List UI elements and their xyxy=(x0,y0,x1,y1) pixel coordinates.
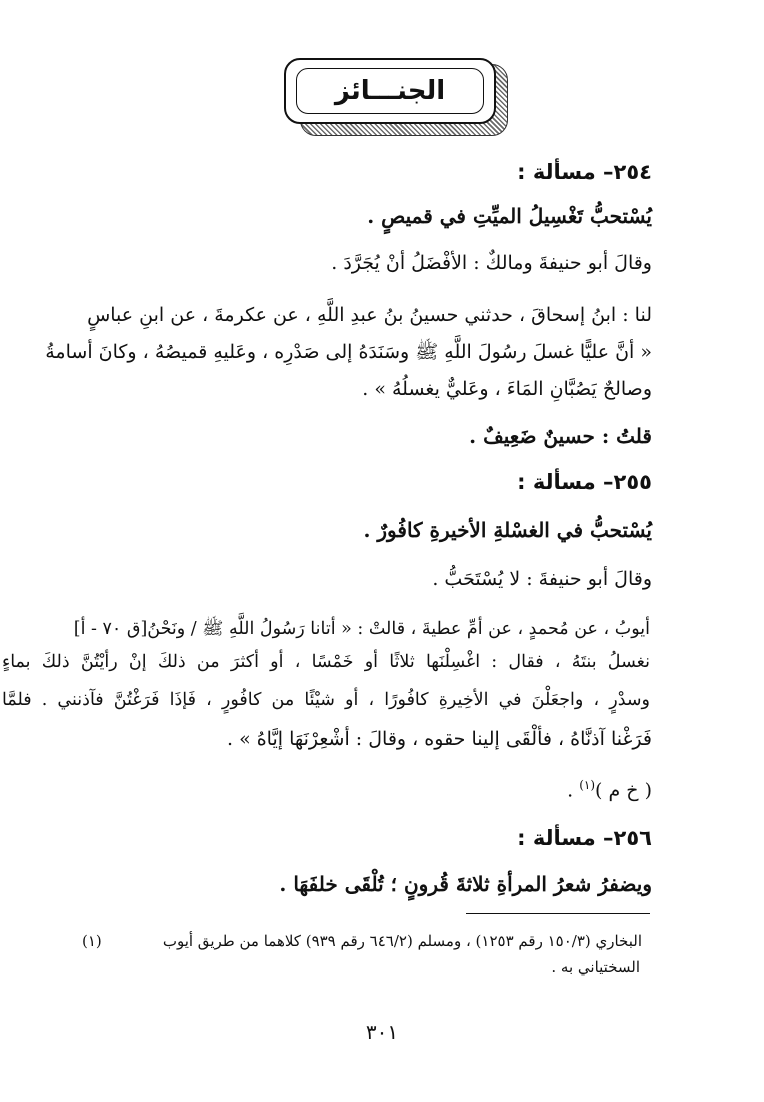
issue-254-opinion: وقالَ أبو حنيفةَ ومالكٌ : الأفْضَلُ أنْ يُجَرَّدَ . xyxy=(331,252,652,274)
footnote-reference: (١) xyxy=(579,778,596,792)
footnote-number: (١) xyxy=(82,932,102,950)
issue-255-heading: ٢٥٥– مسألة : xyxy=(517,470,652,494)
issue-255-source: ( خ م )$^{(١)}$ . xyxy=(567,778,652,802)
source-abbreviation: ( خ م ) xyxy=(595,779,652,802)
issue-255-evidence-line-1 xyxy=(2,617,650,643)
issue-255-evidence-line-2: نغسلُ بنتَهُ ، فقال : اغْسِلْنَها ثلاثًا أو خَمْسًا ، أو أكثرَ من ذلكَ إنْ رأيْتُنَّ ذلكَ بماءٍ xyxy=(2,652,650,672)
issue-255-ruling: يُسْتحبُّ في الغسْلةِ الأخيرةِ كافُورٌ . xyxy=(363,518,652,542)
issue-254-ruling: يُسْتحبُّ تَغْسِيلُ الميِّتِ في قميصٍ . xyxy=(367,204,652,228)
issue-254-evidence-line-3: وصالحٌ يَصُبَّانِ المَاءَ ، وعَليٌّ يغسلُهُ » . xyxy=(362,378,652,400)
manuscript-folio-marker: [ق ٧٠ - أ] xyxy=(73,619,148,639)
issue-255-evidence-line-3: وسدْرٍ ، واجعَلْنَ في الأخِيرةِ كافُورًا ، أو شيْئًا من كافُورٍ ، فَإذَا فَرَغْتُنَّ فآذنني . فلمَّا xyxy=(2,690,650,710)
chapter-title-frame xyxy=(284,58,496,124)
issue-255-evidence-line-4: فَرَغْنا آذنَّاهُ ، فألْقَى إلينا حقوه ، وقالَ : أشْعِرْنَهَا إيَّاهُ » . xyxy=(226,728,652,750)
issue-256-heading: ٢٥٦– مسألة : xyxy=(517,826,652,850)
issue-254-evidence-line-1: لنا : ابنُ إسحاقَ ، حدثني حسينُ بنُ عبدِ اللَّهِ ، عن عكرمةَ ، عن ابنِ عباسٍ xyxy=(87,304,652,326)
issue-254-heading: ٢٥٤– مسألة : xyxy=(517,160,652,184)
footnote-separator xyxy=(466,913,650,914)
issue-255-hadith-start: أيوبُ ، عن مُحمدٍ ، عن أمِّ عطيةَ ، قالتْ : « أتانا رَسُولُ اللَّهِ ﷺ / ونَحْنُ xyxy=(147,619,650,639)
footnote-line-1: البخاري (١٥٠/٣ رقم ١٢٥٣) ، ومسلم (٦٤٦/٢ رقم ٩٣٩) كلاهما من طريق أيوب xyxy=(162,932,642,950)
issue-254-comment: قلتُ : حسينٌ ضَعِيفٌ . xyxy=(469,424,652,448)
chapter-title: الجنـــائز xyxy=(296,68,484,114)
issue-254-evidence-line-2: « أنَّ عليًّا غسلَ رسُولَ اللَّهِ ﷺ وسَنَدَهُ إلى صَدْرِه ، وعَليهِ قميصُهُ ، وكانَ أسامةُ xyxy=(45,341,652,363)
issue-255-opinion: وقالَ أبو حنيفةَ : لا يُسْتَحَبُّ . xyxy=(432,568,652,590)
issue-256-ruling: ويضفرُ شعرُ المرأةِ ثلاثةَ قُرونٍ ؛ تُلْقَى خلفَهَا . xyxy=(279,872,652,896)
footnote-line-2: السختياني به . xyxy=(551,958,640,976)
page-number: ٣٠١ xyxy=(365,1020,399,1044)
